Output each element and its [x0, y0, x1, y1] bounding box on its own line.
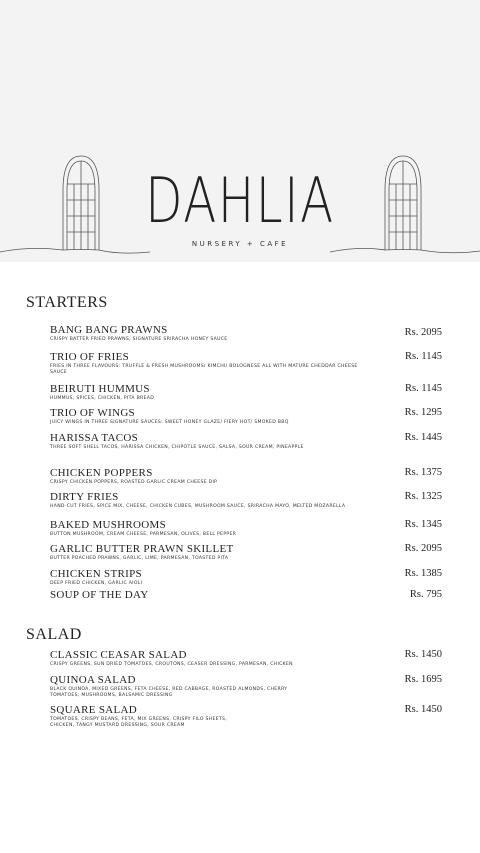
- menu-item: [50, 351, 442, 376]
- section-title-salad: SALAD: [26, 626, 82, 643]
- item-name: HARISSA TACOS: [50, 432, 139, 444]
- item-name: BAKED MUSHROOMS: [50, 519, 167, 531]
- item-price: Rs. 1145: [405, 383, 442, 394]
- item-name: BEIRUTI HUMMUS: [50, 383, 150, 395]
- item-description: BLACK QUINOA, MIXED GREENS, FETA CHEESE, RED CABBAGE, ROASTED ALMONDS, CHERRY TOMATOES, MUSHROOMS, BALSAMIC DRESSING: [50, 687, 288, 698]
- item-description: DEEP FRIED CHICKEN, GARLIC AIOLI: [50, 581, 143, 586]
- item-description: BUTTON MUSHROOM, CREAM CHEESE, PARMESAN, OLIVES, BELL PEPPER: [50, 532, 237, 537]
- item-price: Rs. 1385: [404, 568, 442, 579]
- item-price: Rs. 795: [409, 589, 442, 600]
- section-title-starters: STARTERS: [26, 294, 108, 311]
- menu-item: [50, 407, 442, 426]
- item-description: THREE SOFT SHELL TACOS, HARISSA CHICKEN, CHIPOTLE SAUCE, SALSA, SOUR CREAM, PINEAPPLE: [50, 445, 304, 450]
- menu-item: [50, 543, 442, 562]
- item-price: Rs. 1325: [404, 491, 442, 502]
- item-price: Rs. 1345: [404, 519, 442, 530]
- brand-logo: DAHLIA: [145, 164, 335, 237]
- item-price: Rs. 1295: [404, 407, 442, 418]
- item-price: Rs. 2095: [404, 543, 442, 554]
- menu-item: [50, 324, 442, 343]
- menu-item: [50, 704, 442, 729]
- item-name: CHICKEN POPPERS: [50, 467, 153, 479]
- item-price: Rs. 1450: [404, 704, 442, 715]
- item-description: BUTTER POACHED PRAWNS, GARLIC, LIME, PARMESAN, TOASTED PITA: [50, 556, 229, 561]
- item-description: JUICY WINGS IN THREE SIGNATURE SAUCES: SWEET HONEY GLAZE/ FIERY HOT/ SMOKED BBQ: [50, 420, 289, 425]
- item-name: CLASSIC CEASAR SALAD: [50, 649, 187, 661]
- item-description: CRISPY CHICKEN POPPERS, ROASTED GARLIC CREAM CHEESE DIP: [50, 480, 218, 485]
- item-name: SOUP OF THE DAY: [50, 589, 149, 601]
- item-description: FRIES IN THREE FLAVOURS: TRUFFLE & FRESH MUSHROOMS/ KIMCHI/ BOLOGNESE ALL WITH MATURE CHEDDAR CHEESE SAUCE: [50, 364, 358, 375]
- item-name: SQUARE SALAD: [50, 704, 138, 716]
- item-name: GARLIC BUTTER PRAWN SKILLET: [50, 543, 234, 555]
- menu-item: [50, 491, 442, 510]
- menu-item: [50, 383, 442, 402]
- menu-item: [50, 467, 442, 486]
- item-name: TRIO OF FRIES: [50, 351, 130, 363]
- menu-item: [50, 674, 442, 699]
- item-price: Rs. 2095: [404, 327, 442, 338]
- item-description: CRISPY GREENS, SUN DRIED TOMATOES, CROUTONS, CEASER DRESSING, PARMESAN, CHICKEN: [50, 662, 293, 667]
- menu-item: [50, 649, 442, 668]
- item-price: Rs. 1145: [405, 351, 442, 362]
- item-name: DIRTY FRIES: [50, 491, 119, 503]
- item-description: HAND-CUT FRIES, SPICE MIX, CHEESE, CHICKEN CUBES, MUSHROOM SAUCE, SRIRACHA MAYO, MELTED MOZARELLA: [50, 504, 346, 509]
- item-price: Rs. 1445: [404, 432, 442, 443]
- item-name: TRIO OF WINGS: [50, 407, 135, 419]
- menu-item: [50, 432, 442, 451]
- item-price: Rs. 1695: [404, 674, 442, 685]
- item-price: Rs. 1375: [404, 467, 442, 478]
- menu-item: [50, 589, 442, 601]
- item-price: Rs. 1450: [404, 649, 442, 660]
- menu-item: [50, 519, 442, 538]
- item-name: CHICKEN STRIPS: [50, 568, 142, 580]
- item-name: BANG BANG PRAWNS: [50, 324, 168, 336]
- menu-header: [0, 0, 480, 262]
- menu-item: [50, 568, 442, 587]
- item-description: TOMATOES, CRISPY BEANS, FETA, MIX GREENS, CRISPY FILO SHEETS, CHICKEN, TANGY MUSTARD DRESSING, SOUR CREAM: [50, 717, 227, 728]
- item-name: QUINOA SALAD: [50, 674, 136, 686]
- brand-tagline: NURSERY + CAFE: [191, 240, 289, 248]
- item-description: CRISPY BATTER FRIED PRAWNS, SIGNATURE SRIRACHA HONEY SAUCE: [50, 337, 228, 342]
- item-description: HUMMUS, SPICES, CHICKEN, PITA BREAD: [50, 396, 155, 401]
